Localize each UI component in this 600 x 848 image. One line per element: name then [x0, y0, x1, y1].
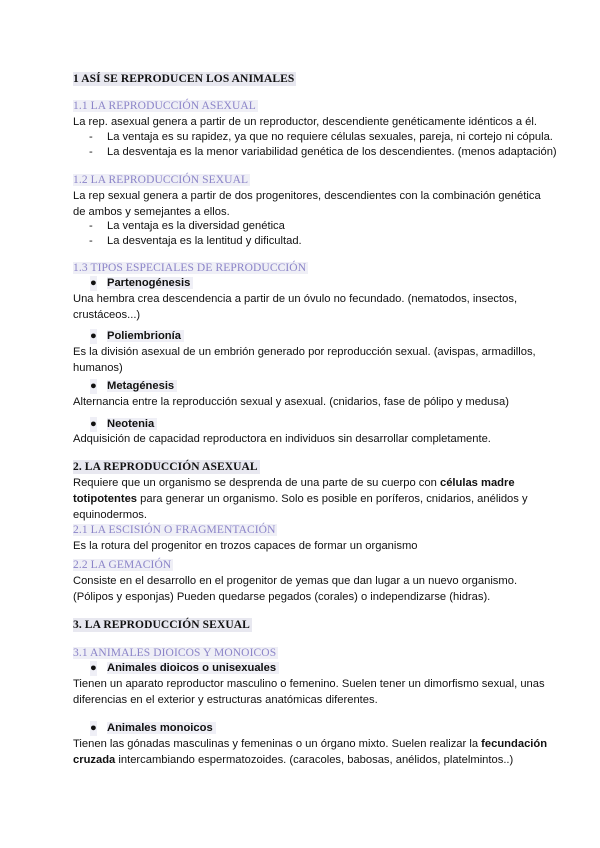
type-name: Neotenia — [107, 418, 157, 430]
bullet-item — [73, 721, 587, 736]
section-1-1-text: La rep. asexual genera a partir de un reproductor, descendiente genéticamente idénticos a él. — [73, 116, 537, 128]
list-item: - La desventaja es la menor variabilidad genética de los descendientes. (menos adaptación) — [89, 146, 557, 158]
type-name: Partenogénesis — [107, 277, 193, 289]
section-3-1-heading: 3.1 ANIMALES DIOICOS Y MONOICOS — [73, 647, 277, 659]
section-2-1-heading: 2.1 LA ESCISIÓN O FRAGMENTACIÓN — [73, 524, 276, 536]
type-name: Animales dioicos o unisexuales — [107, 662, 279, 674]
type-description: Una hembra crea descendencia a partir de un óvulo no fecundado. (nematodos, insectos, crustáceos...) — [73, 293, 518, 321]
section-1-heading-row — [73, 72, 553, 86]
bullet-item — [73, 661, 587, 676]
type-name: Poliembrionía — [107, 330, 184, 342]
section-2-text: Requiere que un organismo se desprenda de una parte de su cuerpo con células madre totipotentes para generar un organismo. Solo es posible en poríferos, cnidarios, anélidos y equinodermos. — [73, 477, 528, 521]
section-2-2-text: Consiste en el desarrollo en el progenitor de yemas que dan lugar a un nuevo organismo. (Pólipos y esponjas) Pueden quedarse pegados (corales) o independizarse (hidras). — [73, 575, 518, 603]
bullet-item — [73, 329, 587, 344]
bullet-icon: ● — [90, 722, 97, 734]
bullet-item — [73, 379, 587, 394]
section-1-heading: 1 ASÍ SE REPRODUCEN LOS ANIMALES — [73, 73, 295, 85]
bullet-icon: ● — [90, 380, 97, 392]
section-2-heading: 2. LA REPRODUCCIÓN ASEXUAL — [73, 461, 258, 473]
section-3-heading-row — [73, 618, 553, 632]
section-2-heading-row — [73, 460, 553, 474]
bullet-icon: ● — [90, 330, 97, 342]
section-2-1-text: Es la rotura del progenitor en trozos capaces de formar un organismo — [73, 540, 418, 552]
section-1-3-heading: 1.3 TIPOS ESPECIALES DE REPRODUCCIÓN — [73, 262, 307, 274]
section-1-3-heading-row — [73, 262, 553, 274]
list-item: - La desventaja es la lentitud y dificultad. — [89, 235, 302, 247]
section-3-1-heading-row — [73, 647, 553, 659]
monoicos-description: Tienen las gónadas masculinas y femeninas o un órgano mixto. Suelen realizar la fecundación cruzada intercambiando espermatozoides. (caracoles, babosas, anélidos, platelmintos..) — [73, 738, 548, 766]
type-description: Es la división asexual de un embrión generado por reproducción sexual. (avispas, armadillos, humanos) — [73, 346, 536, 374]
section-1-2-heading: 1.2 LA REPRODUCCIÓN SEXUAL — [73, 174, 249, 186]
section-1-1-heading-row — [73, 100, 553, 112]
list-item: - La ventaja es la diversidad genética — [89, 220, 285, 232]
type-name: Metagénesis — [107, 380, 177, 392]
type-description: Alternancia entre la reproducción sexual y asexual. (cnidarios, fase de pólipo y medusa) — [73, 396, 509, 408]
bullet-item — [73, 276, 587, 291]
section-2-2-heading: 2.2 LA GEMACIÓN — [73, 559, 172, 571]
section-1-2-heading-row — [73, 174, 553, 186]
section-2-2-heading-row — [73, 559, 553, 571]
bullet-icon: ● — [90, 662, 97, 674]
bullet-icon: ● — [90, 277, 97, 289]
section-1-2-text: La rep sexual genera a partir de dos progenitores, descendientes con la combinación genética de ambos y semejantes a ellos. — [73, 190, 541, 218]
bullet-item — [73, 417, 587, 432]
type-description: Adquisición de capacidad reproductora en individuos sin desarrollar completamente. — [73, 433, 491, 445]
dioicos-description: Tienen un aparato reproductor masculino o femenino. Suelen tener un dimorfismo sexual, unas diferencias en el exterior y estructuras anatómicas diferentes. — [73, 678, 545, 706]
list-item: - La ventaja es su rapidez, ya que no requiere células sexuales, pareja, ni cortejo ni cópula. — [89, 131, 553, 143]
section-2-1-heading-row — [73, 524, 553, 536]
type-name: Animales monoicos — [107, 722, 216, 734]
bullet-icon: ● — [90, 418, 97, 430]
section-1-1-heading: 1.1 LA REPRODUCCIÓN ASEXUAL — [73, 100, 256, 112]
section-3-heading: 3. LA REPRODUCCIÓN SEXUAL — [73, 619, 250, 631]
